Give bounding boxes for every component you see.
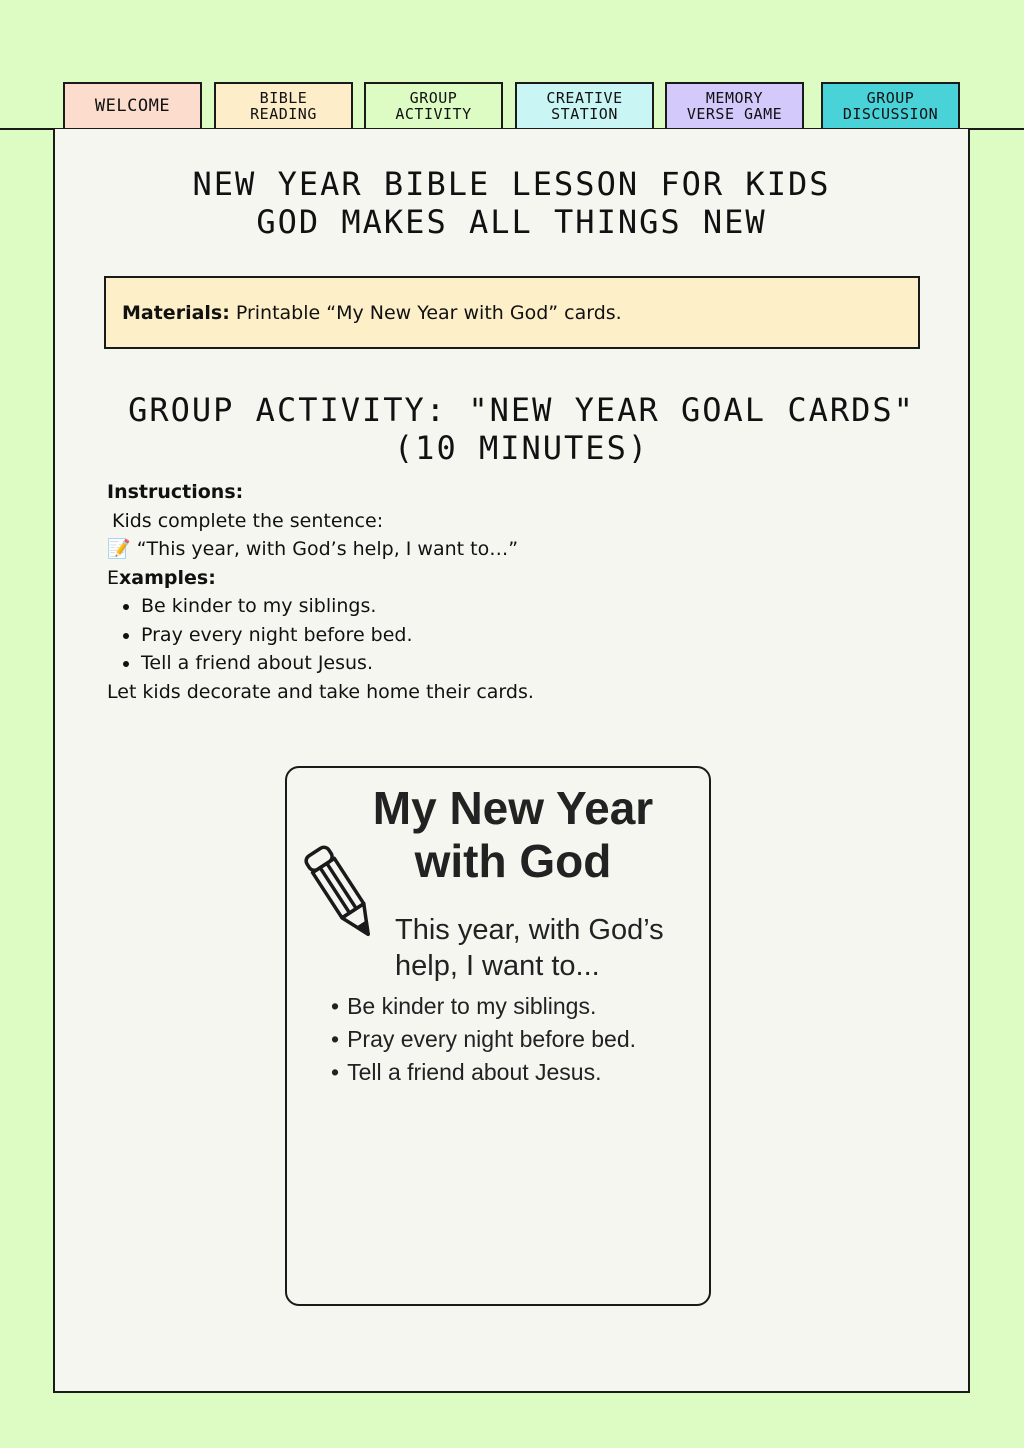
list-item: • Tell a friend about Jesus. (331, 1056, 701, 1089)
section-heading-line1: GROUP ACTIVITY: "NEW YEAR GOAL CARDS" (128, 391, 915, 429)
tab-creative-station[interactable]: CREATIVE STATION (515, 82, 654, 128)
tab-group-discussion[interactable]: GROUP DISCUSSION (821, 82, 960, 128)
section-heading (95, 391, 948, 467)
memo-icon: 📝 (107, 538, 131, 560)
pencil-icon (301, 838, 383, 950)
materials-text: Printable “My New Year with God” cards. (235, 301, 622, 324)
instructions-block (107, 478, 907, 706)
list-item: • Be kinder to my siblings. (141, 592, 907, 621)
tab-welcome[interactable]: WELCOME (63, 82, 202, 128)
card-title: My New Year with God (372, 782, 654, 887)
examples-label: Examples: (107, 566, 216, 589)
examples-list (107, 592, 907, 678)
list-item: • Be kinder to my siblings. (331, 990, 701, 1023)
page-title-line2: GOD MAKES ALL THINGS NEW (256, 203, 767, 241)
materials-label: Materials: (122, 301, 230, 324)
page-title (55, 165, 968, 241)
list-item: • Pray every night before bed. (331, 1023, 701, 1056)
card-goals-list (331, 990, 701, 1089)
prompt-text: “This year, with God’s help, I want to…” (136, 538, 519, 560)
closing-text: Let kids decorate and take home their cards. (107, 680, 534, 703)
page-title-line1: NEW YEAR BIBLE LESSON FOR KIDS (192, 165, 831, 203)
instructions-text: Kids complete the sentence: (112, 509, 384, 532)
goal-card (285, 766, 711, 1306)
lesson-page (53, 129, 970, 1393)
card-prompt: This year, with God’s help, I want to... (395, 914, 664, 982)
materials-box (104, 276, 920, 349)
section-heading-line2: (10 MINUTES) (393, 429, 650, 467)
list-item: • Tell a friend about Jesus. (141, 649, 907, 678)
tab-bible-reading[interactable]: BIBLE READING (214, 82, 353, 128)
tab-memory-verse-game[interactable]: MEMORY VERSE GAME (665, 82, 804, 128)
list-item: • Pray every night before bed. (141, 621, 907, 650)
instructions-label: Instructions: (107, 481, 244, 503)
tab-group-activity[interactable]: GROUP ACTIVITY (364, 82, 503, 128)
